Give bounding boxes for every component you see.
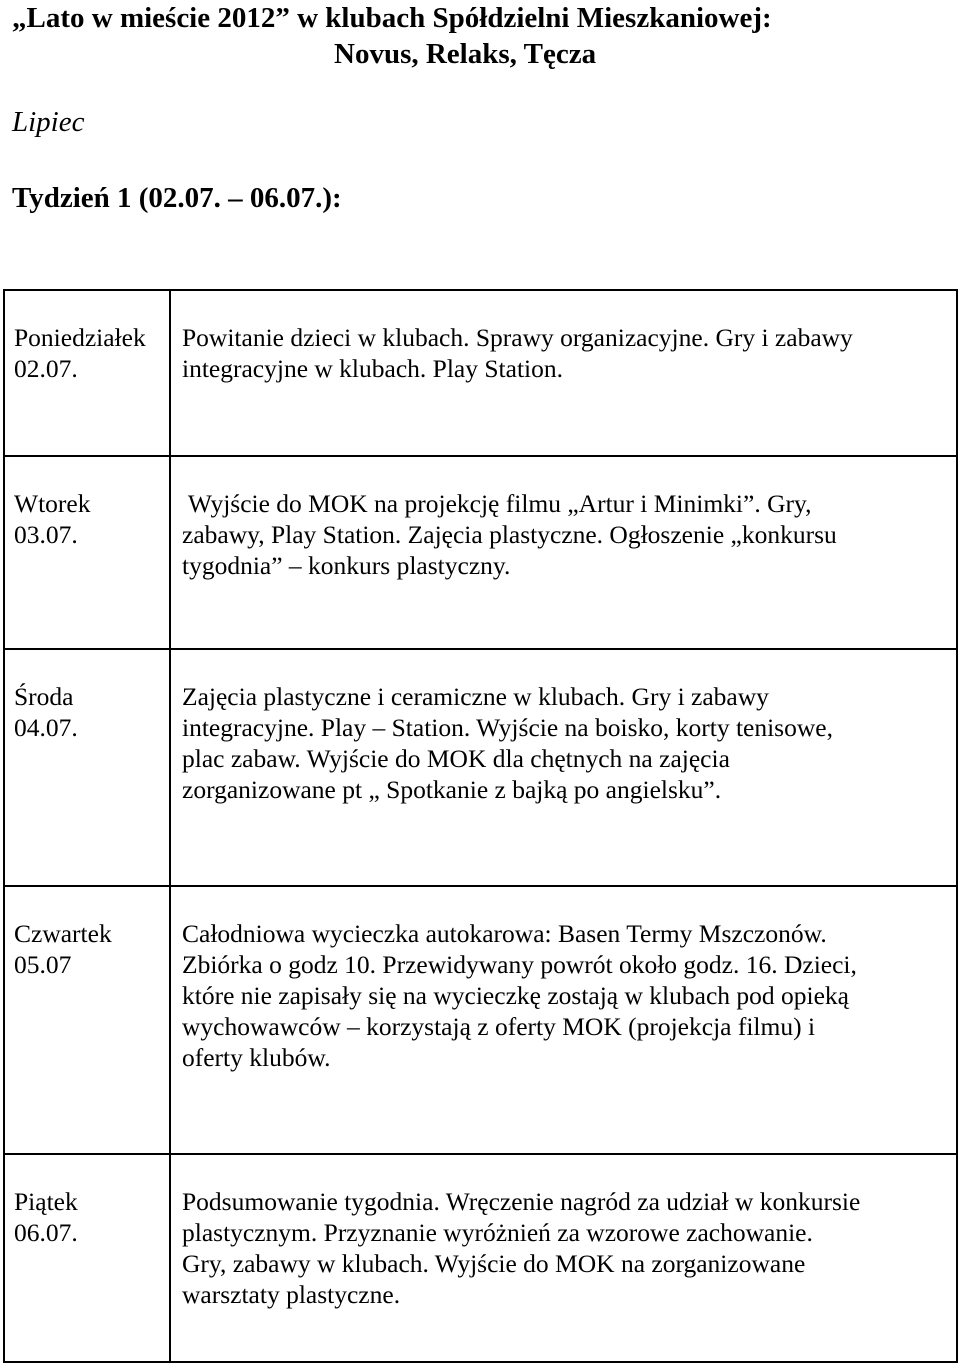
day-cell [4,886,170,1154]
activity-cell [170,456,957,649]
day-date: 03.07. [14,520,78,549]
activity-cell [170,290,957,456]
activity-line: Gry, zabawy w klubach. Wyjście do MOK na zorganizowane [182,1249,806,1278]
day-name: Poniedziałek [14,323,146,352]
activity-line: oferty klubów. [182,1043,331,1072]
activity-line: zorganizowane pt „ Spotkanie z bajką po angielsku”. [182,775,722,804]
activity-line: integracyjne w klubach. Play Station. [182,354,563,383]
day-name: Środa [14,682,74,711]
month-heading: Lipiec [12,106,85,138]
day-date: 06.07. [14,1218,78,1247]
activity-line: Podsumowanie tygodnia. Wręczenie nagród za udział w konkursie [182,1187,861,1216]
activity-line: tygodnia” – konkurs plastyczny. [182,551,511,580]
activity-line: Wyjście do MOK na projekcję filmu „Artur i Minimki”. Gry, [182,489,812,518]
day-date: 02.07. [14,354,78,383]
activity-line: Zbiórka o godz 10. Przewidywany powrót około godz. 16. Dzieci, [182,950,857,979]
activity-line: które nie zapisały się na wycieczkę zostają w klubach pod opieką [182,981,849,1010]
day-cell [4,649,170,886]
table-row [4,290,957,456]
document-title [12,0,948,72]
title-line-2: Novus, Relaks, Tęcza [334,38,597,70]
table-row [4,456,957,649]
day-name: Wtorek [14,489,91,518]
week-heading: Tydzień 1 (02.07. – 06.07.): [12,182,342,214]
schedule-table [3,289,958,1363]
day-date: 04.07. [14,713,78,742]
activity-cell [170,649,957,886]
day-name: Czwartek [14,919,112,948]
activity-cell [170,886,957,1154]
day-name: Piątek [14,1187,78,1216]
activity-line: Powitanie dzieci w klubach. Sprawy organizacyjne. Gry i zabawy [182,323,853,352]
activity-line: plastycznym. Przyznanie wyróżnień za wzorowe zachowanie. [182,1218,813,1247]
activity-line: warsztaty plastyczne. [182,1280,401,1309]
activity-line: integracyjne. Play – Station. Wyjście na boisko, korty tenisowe, [182,713,833,742]
table-row [4,649,957,886]
activity-line: Zajęcia plastyczne i ceramiczne w klubach. Gry i zabawy [182,682,769,711]
activity-cell [170,1154,957,1362]
table-row [4,886,957,1154]
activity-line: Całodniowa wycieczka autokarowa: Basen Termy Mszczonów. [182,919,827,948]
day-cell [4,290,170,456]
day-date: 05.07 [14,950,72,979]
title-line-1: „Lato w mieście 2012” w klubach Spółdzielni Mieszkaniowej: [12,2,772,34]
activity-line: plac zabaw. Wyjście do MOK dla chętnych na zajęcia [182,744,730,773]
day-cell [4,1154,170,1362]
table-row [4,1154,957,1362]
day-cell [4,456,170,649]
activity-line: zabawy, Play Station. Zajęcia plastyczne. Ogłoszenie „konkursu [182,520,837,549]
activity-line: wychowawców – korzystają z oferty MOK (projekcja filmu) i [182,1012,816,1041]
